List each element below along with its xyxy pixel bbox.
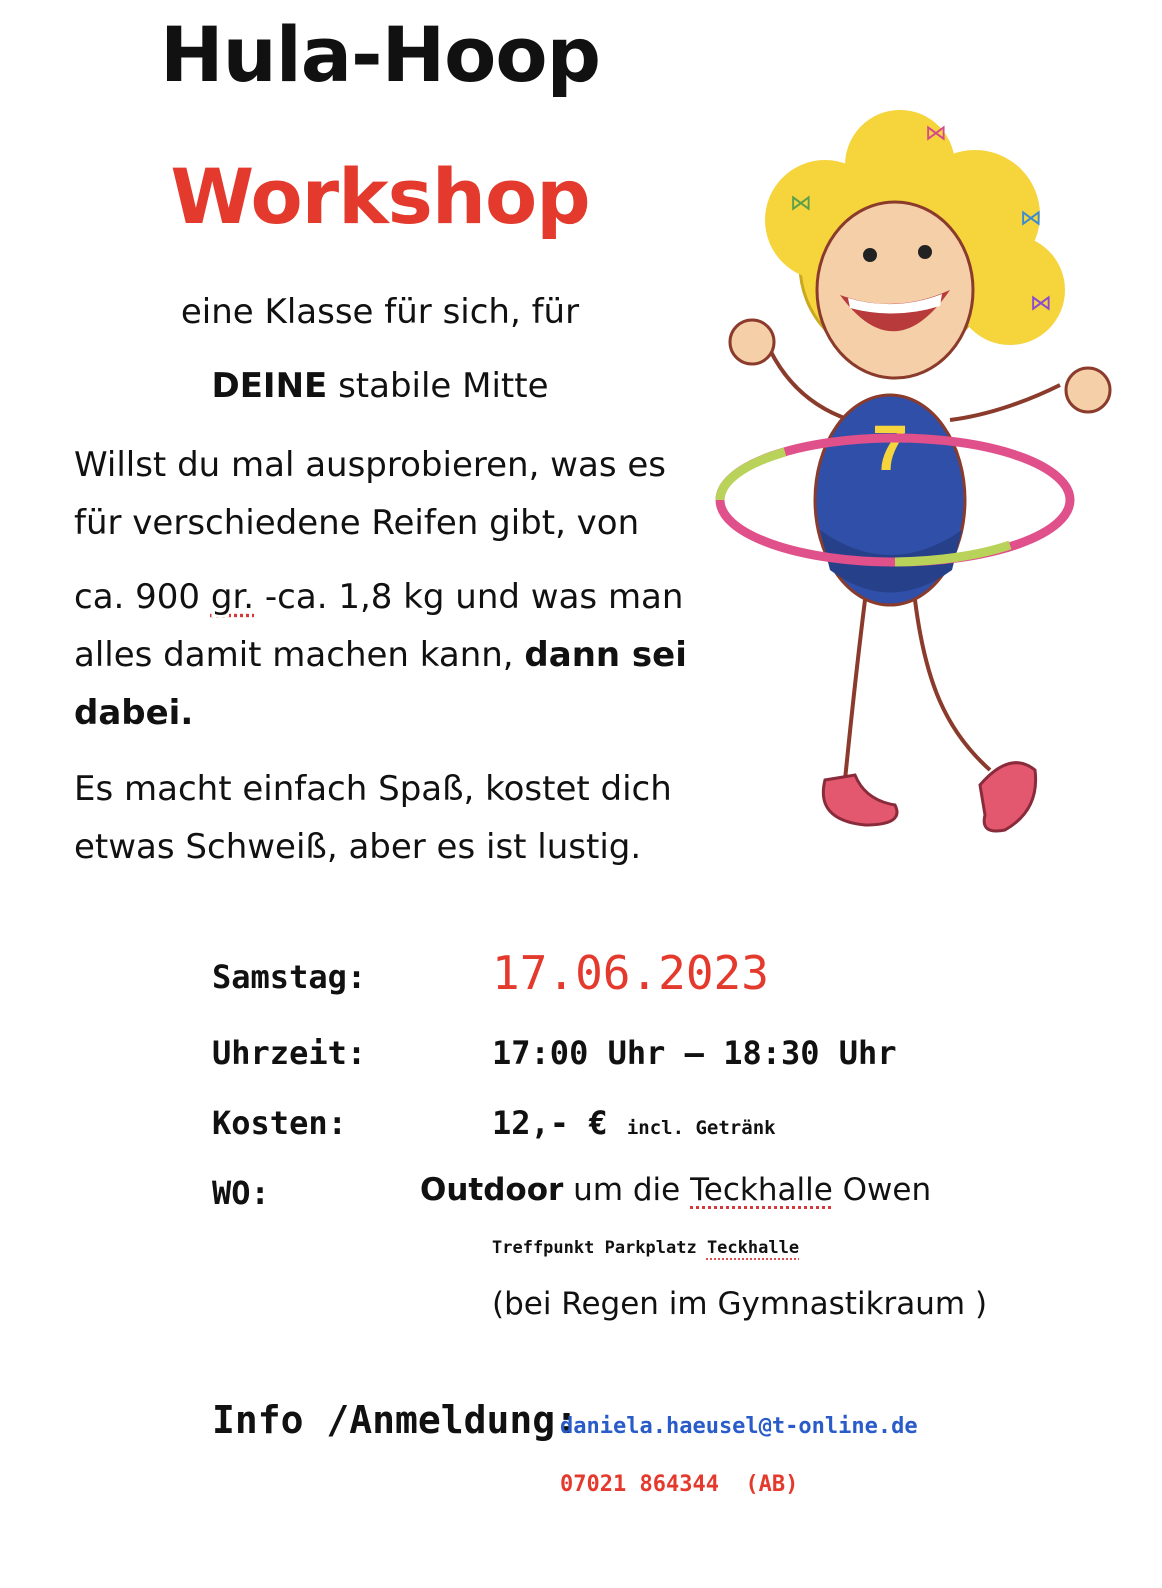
svg-text:⋈: ⋈ (1020, 206, 1042, 231)
event-date: 17.06.2023 (492, 946, 769, 1000)
svg-text:7: 7 (872, 412, 908, 484)
meeting-point: Treffpunkt Parkplatz Teckhalle (492, 1238, 800, 1258)
time-label: Uhrzeit: (212, 1034, 367, 1072)
contact-email-link[interactable]: daniela.haeusel@t-online.de (560, 1414, 918, 1439)
paragraph-3 (74, 760, 714, 876)
day-label: Samstag: (212, 958, 367, 996)
paragraph-3-line-2: etwas Schweiß, aber es ist lustig. (74, 827, 642, 867)
word-gr: gr. (210, 577, 255, 617)
event-location: Outdoor um die Teckhalle Owen (420, 1172, 932, 1208)
cost-label: Kosten: (212, 1104, 347, 1142)
paragraph-2 (74, 568, 714, 742)
title-workshop: Workshop (170, 152, 590, 241)
paragraph-2-line-3: dabei. (74, 693, 194, 733)
event-cost: 12,- € incl. Getränk (492, 1104, 776, 1142)
subtitle-line-2 (0, 366, 760, 406)
subtitle-line-1: eine Klasse für sich, für (180, 292, 580, 332)
event-time: 17:00 Uhr – 18:30 Uhr (492, 1034, 897, 1072)
cost-note: incl. Getränk (626, 1117, 776, 1139)
subtitle-deine: DEINE (211, 366, 328, 406)
paragraph-3-line-1: Es macht einfach Spaß, kostet dich (74, 769, 672, 809)
title-hula-hoop: Hula-Hoop (159, 10, 601, 99)
paragraph-1-line-1: Willst du mal ausprobieren, was es (74, 445, 666, 485)
girl-with-hula-hoop-illustration (690, 80, 1150, 860)
location-teckhalle: Teckhalle (690, 1172, 833, 1208)
subtitle-rest: stabile Mitte (338, 366, 549, 406)
paragraph-1 (74, 436, 714, 552)
paragraph-2-line-1: ca. 900 gr. -ca. 1,8 kg und was man (74, 577, 684, 617)
where-label: WO: (212, 1174, 270, 1212)
paragraph-1-line-2: für verschiedene Reifen gibt, von (74, 503, 640, 543)
paragraph-2-line-2: alles damit machen kann, dann sei (74, 635, 687, 675)
contact-phone: 07021 864344 (AB) (560, 1472, 799, 1497)
svg-text:⋈: ⋈ (1030, 291, 1052, 316)
svg-text:⋈: ⋈ (790, 191, 812, 216)
rain-note: (bei Regen im Gymnastikraum ) (492, 1286, 988, 1322)
contact-label: Info /Anmeldung: (212, 1398, 579, 1442)
svg-text:⋈: ⋈ (925, 121, 947, 146)
